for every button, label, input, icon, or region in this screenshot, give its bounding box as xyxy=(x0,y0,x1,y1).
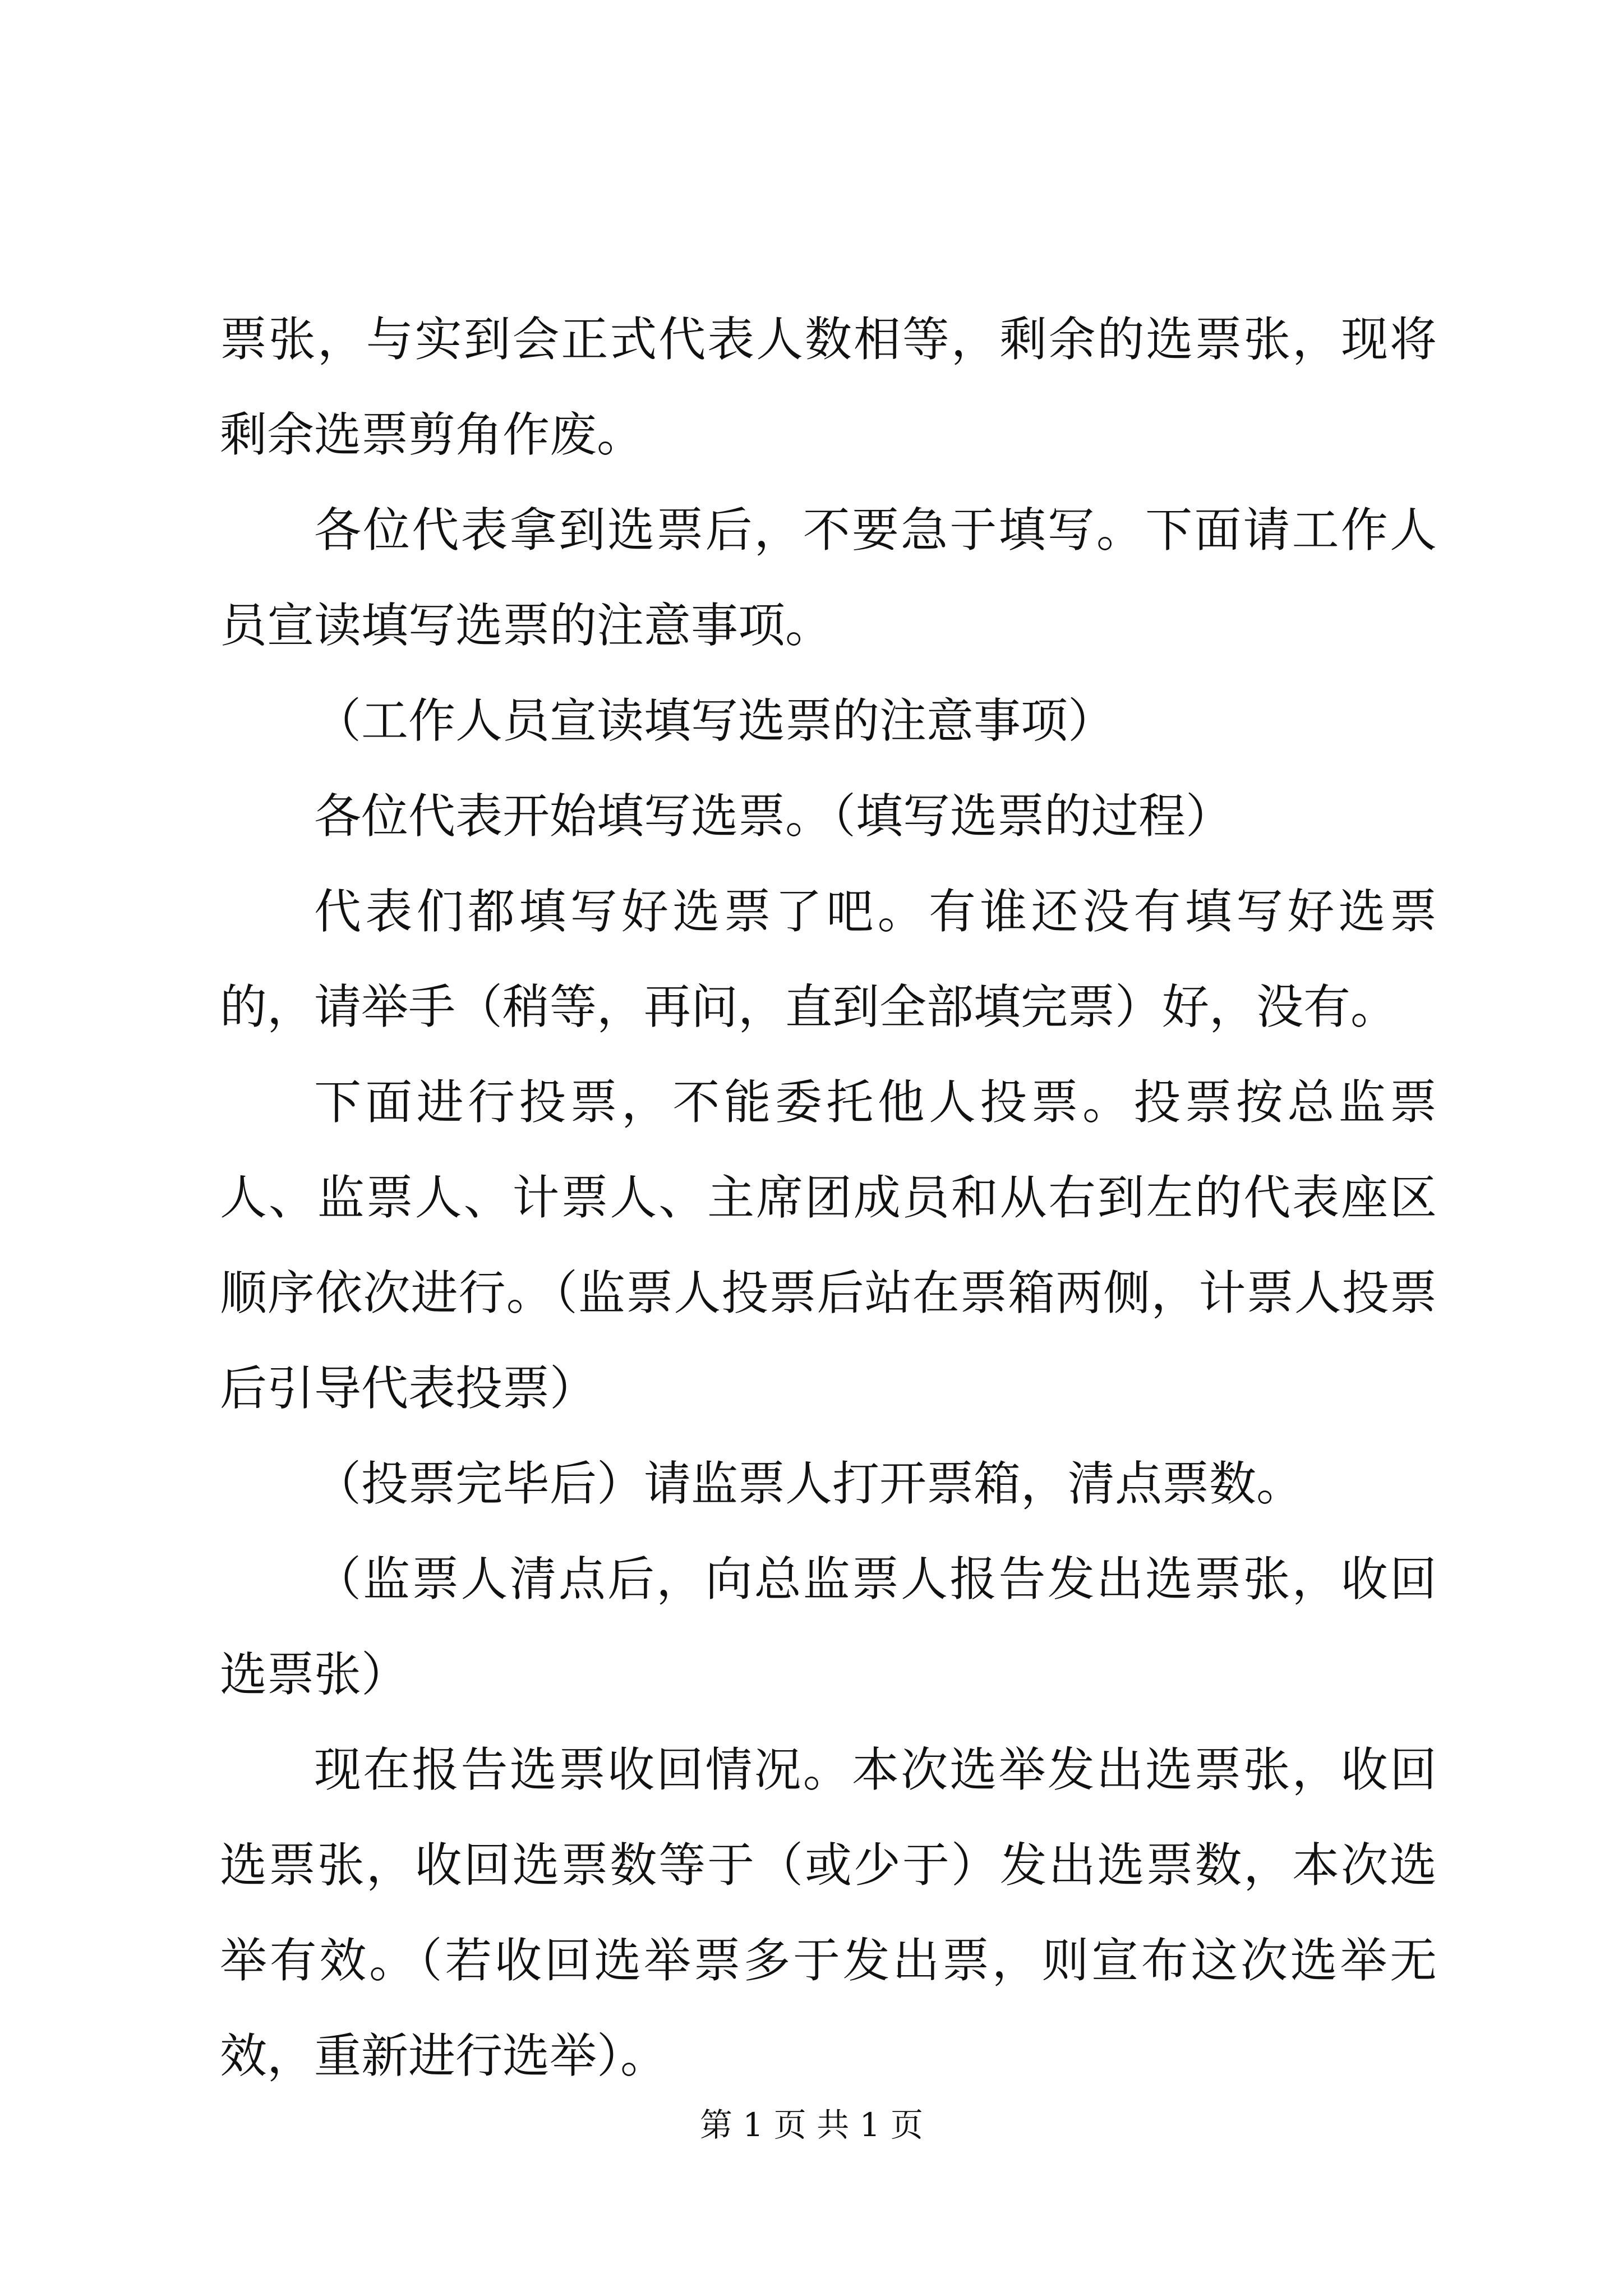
document-body xyxy=(220,292,1437,2104)
paragraph-1: 票张，与实到会正式代表人数相等，剩余的选票张，现将剩余选票剪角作废。 xyxy=(220,312,1437,462)
paragraph-9: 现在报告选票收回情况。本次选举发出选票张，收回选票张，收回选票数等于（或少于）发出选票数，本次选举有效。（若收回选举票多于发出票，则宣布这次选举无效，重新进行选举）。 xyxy=(220,1742,1437,2083)
paragraph-6: 下面进行投票，不能委托他人投票。投票按总监票人、监票人、计票人、主席团成员和从右到左的代表座区顺序依次进行。（监票人投票后站在票箱两侧，计票人投票后引导代表投票） xyxy=(220,1075,1437,1416)
paragraph-7: （投票完毕后）请监票人打开票箱，清点票数。 xyxy=(314,1456,1304,1511)
paragraph-5: 代表们都填写好选票了吧。有谁还没有填写好选票的，请举手（稍等，再问，直到全部填完票）好，没有。 xyxy=(220,884,1437,1034)
paragraph-2: 各位代表拿到选票后，不要急于填写。下面请工作人员宣读填写选票的注意事项。 xyxy=(220,503,1437,653)
page-footer: 第 1 页 共 1 页 xyxy=(700,2106,923,2144)
paragraph-3: （工作人员宣读填写选票的注意事项） xyxy=(314,693,1115,748)
paragraph-8: （监票人清点后，向总监票人报告发出选票张，收回选票张） xyxy=(220,1552,1437,1702)
paragraph-4: 各位代表开始填写选票。（填写选票的过程） xyxy=(314,789,1233,844)
